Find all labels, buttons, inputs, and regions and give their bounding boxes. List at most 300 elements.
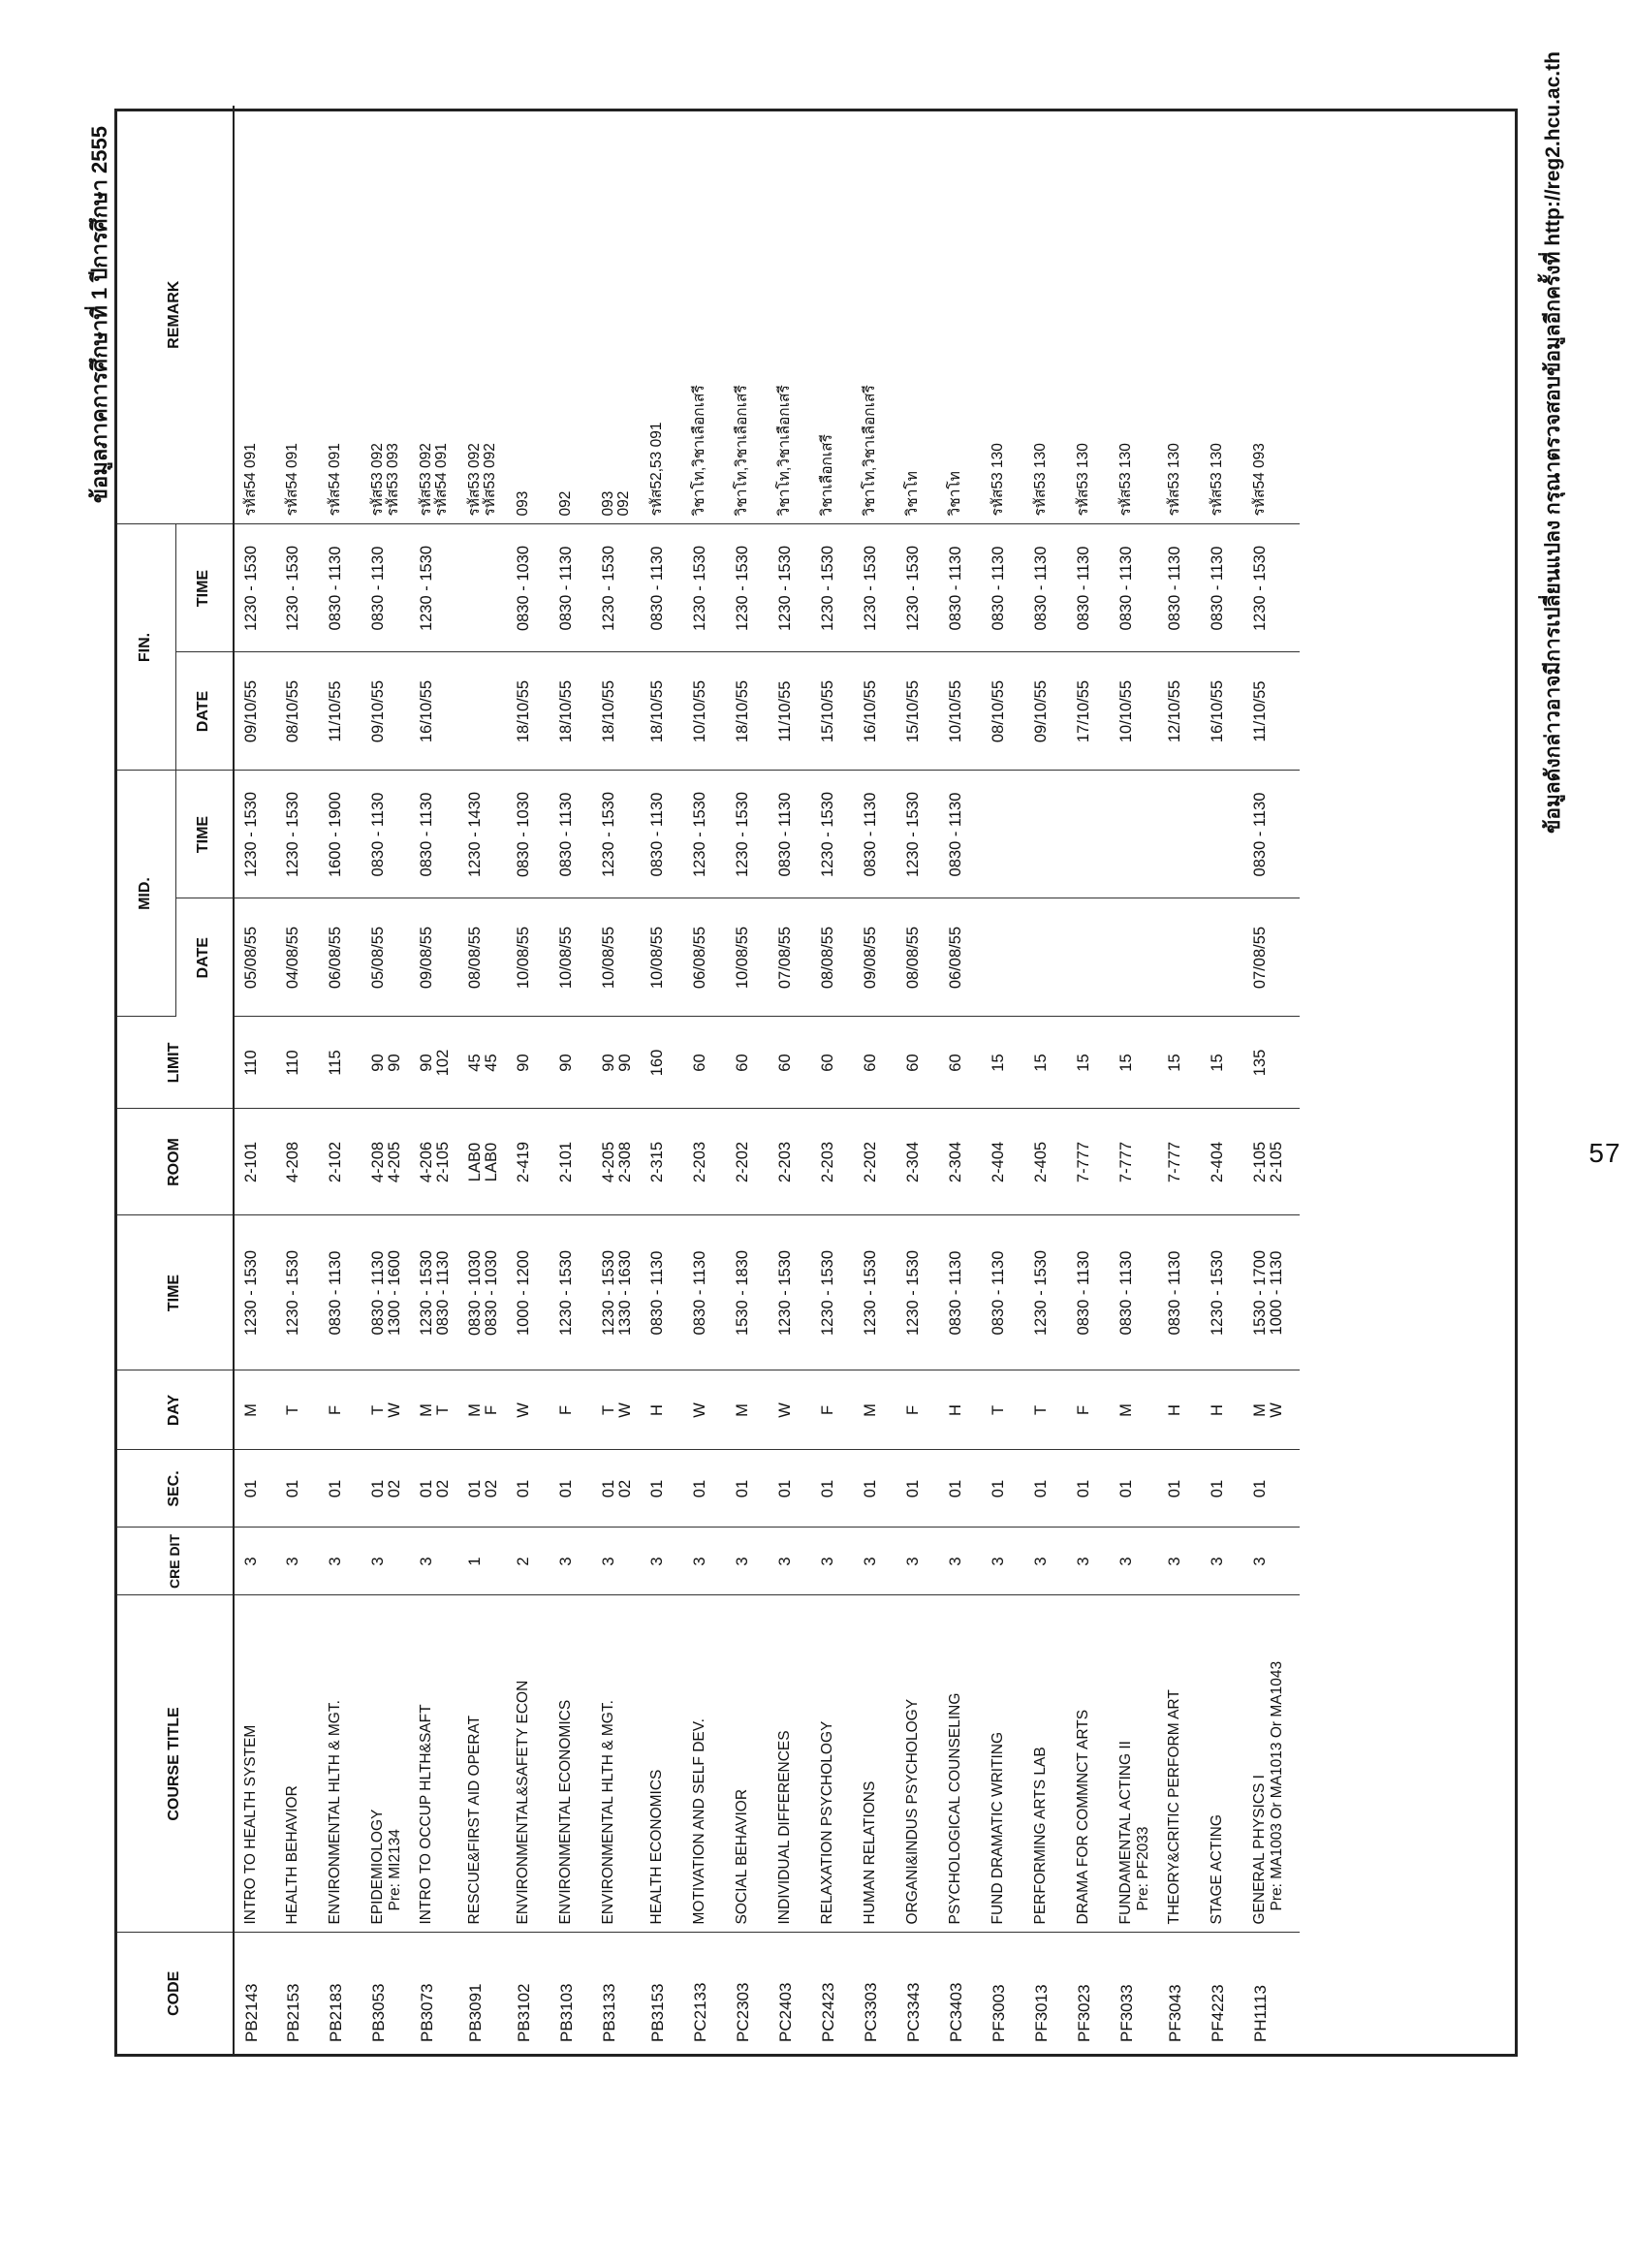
course-day xyxy=(1201,1370,1243,1450)
course-sec xyxy=(276,1450,319,1528)
course-day xyxy=(1158,1370,1201,1450)
course-day-line: W xyxy=(776,1402,794,1418)
fin-time-line: 1230 - 1530 xyxy=(284,545,301,632)
mid-date xyxy=(726,898,769,1017)
course-remark-line: 092 xyxy=(557,490,574,517)
course-title-cell xyxy=(641,1595,683,1933)
course-sec-line: 01 xyxy=(862,1479,879,1498)
course-sec xyxy=(550,1450,592,1528)
mid-time-line: 1230 - 1530 xyxy=(904,791,922,878)
course-limit xyxy=(726,1017,769,1109)
course-remark xyxy=(726,106,769,524)
mid-date xyxy=(458,898,507,1017)
course-remark xyxy=(683,106,726,524)
course-credit-line: 3 xyxy=(734,1557,751,1566)
course-limit-line: 90 xyxy=(616,1054,635,1072)
course-time-line: 1230 - 1530 xyxy=(776,1249,794,1337)
table-row xyxy=(769,106,811,2054)
course-code xyxy=(726,1933,769,2054)
fin-time xyxy=(550,524,592,652)
mid-time xyxy=(641,771,683,898)
course-time-line: 0830 - 1130 xyxy=(691,1250,708,1336)
course-title-cell xyxy=(458,1595,507,1933)
course-remark-line: วิชาโท xyxy=(947,471,963,517)
course-remark xyxy=(854,106,896,524)
course-code-line: PB2183 xyxy=(327,1983,345,2042)
course-title-cell xyxy=(1067,1595,1110,1933)
course-title-cell xyxy=(939,1595,982,1933)
course-limit xyxy=(410,1017,458,1109)
course-sec xyxy=(458,1450,507,1528)
course-limit-line: 110 xyxy=(284,1050,301,1076)
course-time-line: 0830 - 1130 xyxy=(327,1250,344,1336)
course-sec xyxy=(1067,1450,1110,1528)
semester-title: ข้อมูลภาคการศึกษาที่ 1 ปีการศึกษา 2555 xyxy=(87,126,111,504)
course-code-line: PF3033 xyxy=(1117,1984,1136,2042)
fin-date xyxy=(896,652,939,771)
course-room xyxy=(1243,1109,1300,1215)
course-remark-line: วิชาโท xyxy=(904,471,921,517)
course-title: FUNDAMENTAL ACTING II xyxy=(1117,1741,1134,1925)
fin-date-line: 16/10/55 xyxy=(862,679,879,743)
course-room xyxy=(641,1109,683,1215)
course-time xyxy=(896,1215,939,1370)
fin-time xyxy=(410,524,458,652)
course-title: INDIVIDUAL DIFFERENCES xyxy=(776,1730,793,1925)
course-room xyxy=(410,1109,458,1215)
course-limit xyxy=(896,1017,939,1109)
course-time xyxy=(361,1215,410,1370)
course-sec-line: 02 xyxy=(616,1479,635,1498)
course-credit xyxy=(1024,1528,1067,1595)
course-credit xyxy=(1158,1528,1201,1595)
course-limit-line: 90 xyxy=(418,1054,435,1072)
fin-date xyxy=(982,652,1024,771)
course-code xyxy=(550,1933,592,2054)
mid-date-line: 06/08/55 xyxy=(947,926,964,990)
course-title: GENERAL PHYSICS I xyxy=(1251,1775,1268,1925)
course-sec xyxy=(811,1450,854,1528)
mid-date-line: 05/08/55 xyxy=(242,926,260,990)
mid-time-line: 0830 - 1130 xyxy=(947,792,964,877)
course-day xyxy=(458,1370,507,1450)
course-time-line: 0830 - 1130 xyxy=(1117,1250,1135,1336)
course-title-cell xyxy=(1243,1595,1300,1933)
course-title-cell xyxy=(550,1595,592,1933)
fin-time-line: 0830 - 1130 xyxy=(1166,546,1183,631)
course-credit xyxy=(683,1528,726,1595)
course-credit-line: 3 xyxy=(1166,1557,1183,1566)
course-sec xyxy=(641,1450,683,1528)
mid-date xyxy=(939,898,982,1017)
mid-time xyxy=(811,771,854,898)
course-time xyxy=(410,1215,458,1370)
course-title: ORGANI&INDUS PSYCHOLOGY xyxy=(904,1698,921,1925)
course-time-line: 1230 - 1530 xyxy=(284,1249,301,1337)
table-row xyxy=(550,106,592,2054)
course-room-line: 2-105 xyxy=(1251,1141,1269,1183)
header-row xyxy=(117,106,175,2054)
course-remark xyxy=(507,106,550,524)
course-title-cell xyxy=(726,1595,769,1933)
mid-time xyxy=(1110,771,1158,898)
course-limit xyxy=(1243,1017,1300,1109)
table-row xyxy=(458,106,507,2054)
course-room xyxy=(276,1109,319,1215)
course-room-line: 2-105 xyxy=(434,1141,453,1183)
course-room-line: 4-208 xyxy=(284,1141,301,1183)
mid-date-line: 10/08/55 xyxy=(648,926,666,990)
course-remark-line: วิชาโท,วิชาเลือกเสรี xyxy=(862,385,878,517)
course-code xyxy=(319,1933,361,2054)
course-sec-line: 01 xyxy=(691,1479,708,1498)
mid-time xyxy=(458,771,507,898)
course-day xyxy=(410,1370,458,1450)
table-row xyxy=(1201,106,1243,2054)
mid-date xyxy=(854,898,896,1017)
course-time-line: 0830 - 1030 xyxy=(483,1249,501,1337)
mid-date xyxy=(276,898,319,1017)
course-room xyxy=(982,1109,1024,1215)
fin-date xyxy=(1243,652,1300,771)
course-limit xyxy=(319,1017,361,1109)
course-title: EPIDEMIOLOGY xyxy=(369,1809,386,1925)
mid-date xyxy=(550,898,592,1017)
fin-time xyxy=(683,524,726,652)
fin-time xyxy=(592,524,641,652)
fin-date-line: 08/10/55 xyxy=(990,679,1007,743)
course-credit-line: 3 xyxy=(557,1557,575,1566)
course-sec-line: 01 xyxy=(557,1479,575,1498)
course-remark xyxy=(982,106,1024,524)
fin-date-line: 18/10/55 xyxy=(734,679,751,743)
mid-time xyxy=(1158,771,1201,898)
fin-date xyxy=(769,652,811,771)
course-credit-line: 3 xyxy=(947,1557,964,1566)
course-title-cell xyxy=(769,1595,811,1933)
mid-time xyxy=(896,771,939,898)
fin-date xyxy=(939,652,982,771)
course-limit xyxy=(769,1017,811,1109)
course-time xyxy=(507,1215,550,1370)
course-room-line: 7-777 xyxy=(1166,1141,1183,1183)
course-remark-line: วิชาเลือกเสรี xyxy=(819,433,835,517)
course-remark xyxy=(641,106,683,524)
fin-time xyxy=(939,524,982,652)
course-credit-line: 3 xyxy=(1251,1557,1269,1566)
course-day xyxy=(769,1370,811,1450)
mid-time xyxy=(1067,771,1110,898)
course-title: RESCUE&FIRST AID OPERAT xyxy=(466,1715,483,1925)
course-time-line: 1230 - 1530 xyxy=(904,1249,922,1337)
fin-time-line: 0830 - 1130 xyxy=(1075,546,1092,631)
course-credit xyxy=(896,1528,939,1595)
course-room-line: 2-308 xyxy=(616,1141,635,1183)
mid-time xyxy=(410,771,458,898)
course-time xyxy=(641,1215,683,1370)
course-time-line: 1000 - 1130 xyxy=(1268,1250,1286,1336)
course-limit-line: 115 xyxy=(327,1050,344,1076)
course-time xyxy=(1024,1215,1067,1370)
course-limit xyxy=(1067,1017,1110,1109)
course-code xyxy=(234,1933,276,2054)
course-day-line: W xyxy=(515,1402,532,1418)
fin-date-line: 18/10/55 xyxy=(600,679,617,743)
fin-date xyxy=(683,652,726,771)
course-title-cell xyxy=(854,1595,896,1933)
course-title-cell xyxy=(592,1595,641,1933)
course-room xyxy=(1110,1109,1158,1215)
course-remark xyxy=(896,106,939,524)
course-room-line: 7-777 xyxy=(1075,1141,1092,1183)
course-time-line: 1300 - 1600 xyxy=(386,1249,404,1337)
course-prerequisite: Pre: MA1003 Or MA1013 Or MA1043 xyxy=(1269,1660,1286,1911)
mid-date xyxy=(1158,898,1201,1017)
course-credit-line: 3 xyxy=(776,1557,794,1566)
course-limit-line: 90 xyxy=(515,1054,532,1072)
course-limit xyxy=(592,1017,641,1109)
course-day xyxy=(1024,1370,1067,1450)
fin-time xyxy=(769,524,811,652)
course-limit-line: 60 xyxy=(734,1054,751,1072)
course-time xyxy=(769,1215,811,1370)
course-code-line: PB3133 xyxy=(600,1983,618,2042)
course-credit-line: 3 xyxy=(600,1557,617,1566)
course-code-line: PC2133 xyxy=(691,1982,709,2042)
course-code xyxy=(896,1933,939,2054)
mid-date-line: 10/08/55 xyxy=(600,926,617,990)
course-time xyxy=(319,1215,361,1370)
course-credit xyxy=(982,1528,1024,1595)
course-sec-line: 01 xyxy=(819,1479,836,1498)
mid-date xyxy=(319,898,361,1017)
course-code-line: PB3102 xyxy=(515,1983,533,2042)
course-remark-line: รหัส53 130 xyxy=(1166,443,1182,517)
course-day-line: T xyxy=(600,1404,617,1416)
course-room-line: 2-304 xyxy=(947,1141,964,1183)
course-credit xyxy=(726,1528,769,1595)
fin-date xyxy=(507,652,550,771)
course-title-cell xyxy=(319,1595,361,1933)
mid-time xyxy=(319,771,361,898)
course-day xyxy=(1110,1370,1158,1450)
col-header-fin-date: DATE xyxy=(175,652,234,771)
table-row xyxy=(361,106,410,2054)
course-sec xyxy=(319,1450,361,1528)
course-code-line: PB3091 xyxy=(466,1983,485,2042)
course-remark-line: วิชาโท,วิชาเลือกเสรี xyxy=(734,385,750,517)
mid-time xyxy=(854,771,896,898)
mid-time xyxy=(982,771,1024,898)
table-row xyxy=(319,106,361,2054)
course-day xyxy=(507,1370,550,1450)
course-day-line: T xyxy=(434,1404,453,1416)
course-time-line: 1230 - 1530 xyxy=(1032,1249,1050,1337)
fin-time xyxy=(1110,524,1158,652)
course-sec xyxy=(592,1450,641,1528)
course-remark xyxy=(276,106,319,524)
course-code xyxy=(1201,1933,1243,2054)
mid-time-line: 0830 - 1130 xyxy=(776,792,794,877)
fin-date xyxy=(1110,652,1158,771)
course-remark-line: วิชาโท,วิชาเลือกเสรี xyxy=(691,385,707,517)
course-remark xyxy=(1024,106,1067,524)
fin-date-line: 16/10/55 xyxy=(1209,679,1226,743)
course-credit xyxy=(319,1528,361,1595)
course-sec-line: 01 xyxy=(1032,1479,1050,1498)
course-credit-line: 1 xyxy=(466,1557,484,1566)
course-title: STAGE ACTING xyxy=(1209,1814,1225,1925)
course-room-line: 2-202 xyxy=(862,1141,879,1183)
col-header-credit: CRE DIT xyxy=(117,1528,234,1595)
course-time-line: 0830 - 1130 xyxy=(434,1250,453,1336)
course-room xyxy=(1201,1109,1243,1215)
fin-time-line: 0830 - 1130 xyxy=(1032,546,1050,631)
table-row xyxy=(939,106,982,2054)
mid-date-line: 09/08/55 xyxy=(862,926,879,990)
course-limit-line: 45 xyxy=(483,1054,501,1072)
course-time xyxy=(1201,1215,1243,1370)
course-day xyxy=(726,1370,769,1450)
course-prerequisite: Pre: PF2033 xyxy=(1135,1826,1152,1911)
course-sec xyxy=(1024,1450,1067,1528)
col-header-code: CODE xyxy=(117,1933,234,2054)
course-room-line: 2-404 xyxy=(990,1141,1007,1183)
course-day xyxy=(592,1370,641,1450)
fin-date-line: 09/10/55 xyxy=(242,679,260,743)
course-room-line: 2-203 xyxy=(691,1141,708,1183)
course-day-line: T xyxy=(990,1404,1007,1416)
course-time xyxy=(939,1215,982,1370)
mid-date xyxy=(361,898,410,1017)
course-sec xyxy=(1243,1450,1300,1528)
fin-date-line: 11/10/55 xyxy=(776,680,794,742)
footer-notice: ข้อมูลดังกล่าวอาจมีการเปลี่ยนแปลง กรุณาตรวจสอบข้อมูลอีกครั้งที่ http://reg2.hcu.ac.th xyxy=(1542,51,1564,834)
course-code-line: PF4223 xyxy=(1209,1984,1227,2042)
course-time xyxy=(276,1215,319,1370)
course-credit xyxy=(361,1528,410,1595)
fin-time-line: 0830 - 1130 xyxy=(990,546,1007,631)
fin-time-line: 1230 - 1530 xyxy=(600,545,617,632)
course-time xyxy=(982,1215,1024,1370)
course-room-line: 2-405 xyxy=(1032,1141,1050,1183)
course-sec xyxy=(1110,1450,1158,1528)
course-limit-line: 60 xyxy=(862,1054,879,1072)
mid-date xyxy=(1243,898,1300,1017)
col-header-day: DAY xyxy=(117,1370,234,1450)
fin-time-line: 1230 - 1530 xyxy=(904,545,922,632)
course-title: MOTIVATION AND SELF DEV. xyxy=(691,1718,707,1925)
course-room xyxy=(319,1109,361,1215)
course-sec-line: 01 xyxy=(1209,1479,1226,1498)
course-remark-line: รหัส53 130 xyxy=(1209,443,1225,517)
fin-time-line: 0830 - 1130 xyxy=(947,546,964,631)
fin-date-line: 12/10/55 xyxy=(1166,679,1183,743)
course-title: ENVIRONMENTAL HLTH & MGT. xyxy=(600,1700,616,1925)
course-limit-line: 135 xyxy=(1251,1049,1269,1077)
col-header-fin: FIN. xyxy=(117,524,175,771)
course-time-line: 1000 - 1200 xyxy=(515,1249,532,1337)
course-limit-line: 60 xyxy=(947,1054,964,1072)
fin-date-line: 18/10/55 xyxy=(648,679,666,743)
mid-date xyxy=(811,898,854,1017)
mid-time-line: 0830 - 1130 xyxy=(418,792,435,877)
course-room xyxy=(550,1109,592,1215)
fin-time-line: 0830 - 1130 xyxy=(557,546,575,631)
course-limit-line: 102 xyxy=(434,1049,453,1077)
course-room xyxy=(854,1109,896,1215)
course-title-cell xyxy=(1201,1595,1243,1933)
course-sec-line: 01 xyxy=(418,1479,435,1498)
course-title-cell xyxy=(410,1595,458,1933)
col-header-room: ROOM xyxy=(117,1109,234,1215)
mid-date-line: 07/08/55 xyxy=(776,926,794,990)
course-sec-line: 01 xyxy=(600,1479,617,1498)
page-number: 57 xyxy=(1588,1138,1621,1168)
course-remark-line: รหัส53 130 xyxy=(1032,443,1049,517)
course-sec xyxy=(896,1450,939,1528)
fin-date xyxy=(811,652,854,771)
course-day-line: F xyxy=(819,1404,836,1416)
course-remark xyxy=(1158,106,1201,524)
course-room-line: 2-202 xyxy=(734,1141,751,1183)
course-title: ENVIRONMENTAL ECONOMICS xyxy=(557,1699,574,1925)
course-title: INTRO TO HEALTH SYSTEM xyxy=(242,1724,259,1925)
course-room-line: 2-419 xyxy=(515,1141,532,1183)
table-row xyxy=(1067,106,1110,2054)
course-credit xyxy=(410,1528,458,1595)
fin-date xyxy=(1067,652,1110,771)
table-row xyxy=(896,106,939,2054)
course-code xyxy=(458,1933,507,2054)
course-day-line: F xyxy=(904,1404,922,1416)
course-credit xyxy=(1067,1528,1110,1595)
fin-time xyxy=(1158,524,1201,652)
fin-time xyxy=(1024,524,1067,652)
fin-time xyxy=(982,524,1024,652)
course-time-line: 1230 - 1530 xyxy=(862,1249,879,1337)
course-credit xyxy=(1110,1528,1158,1595)
course-limit xyxy=(276,1017,319,1109)
fin-date-line: 18/10/55 xyxy=(515,679,532,743)
fin-time-line: 0830 - 1130 xyxy=(648,546,666,631)
course-day-line: M xyxy=(734,1403,751,1417)
course-remark-line: รหัส53 130 xyxy=(1075,443,1091,517)
fin-time xyxy=(641,524,683,652)
course-limit xyxy=(982,1017,1024,1109)
course-room-line: 4-205 xyxy=(600,1141,617,1183)
fin-time-line: 0830 - 1130 xyxy=(1117,546,1135,631)
course-title-cell xyxy=(896,1595,939,1933)
mid-time-line: 1230 - 1530 xyxy=(284,791,301,878)
mid-time xyxy=(1024,771,1067,898)
mid-date xyxy=(410,898,458,1017)
course-time xyxy=(1110,1215,1158,1370)
course-title: ENVIRONMENTAL&SAFETY ECON xyxy=(515,1680,531,1925)
course-code xyxy=(1158,1933,1201,2054)
course-room xyxy=(769,1109,811,1215)
fin-date-line: 18/10/55 xyxy=(557,679,575,743)
course-sec xyxy=(769,1450,811,1528)
course-credit-line: 3 xyxy=(284,1557,301,1566)
course-room xyxy=(1067,1109,1110,1215)
fin-time xyxy=(1201,524,1243,652)
course-time xyxy=(592,1215,641,1370)
fin-date-line: 16/10/55 xyxy=(418,679,435,743)
course-title: PSYCHOLOGICAL COUNSELING xyxy=(947,1692,963,1925)
fin-time-line: 1230 - 1530 xyxy=(862,545,879,632)
course-limit-line: 15 xyxy=(1166,1054,1183,1072)
